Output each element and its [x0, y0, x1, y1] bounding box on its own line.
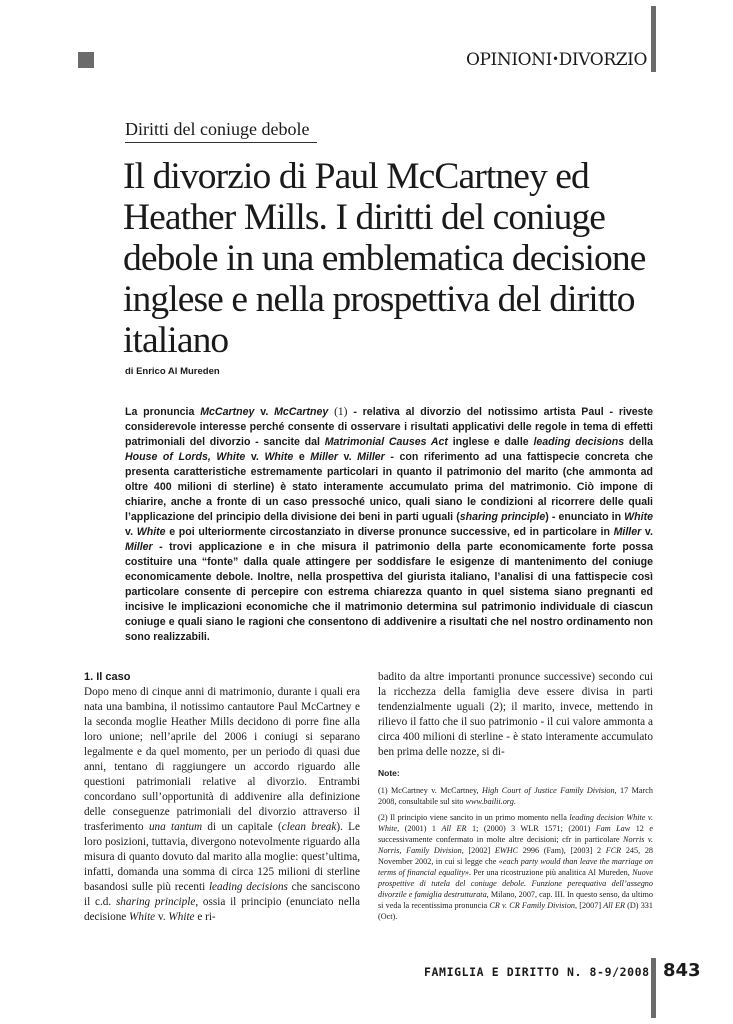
- article-title: Il divorzio di Paul McCartney ed Heather Mills. I diritti del coniuge debole in una emblematica decisione inglese e nella prospettiva del diritto italiano: [123, 156, 646, 361]
- section-header: [466, 50, 647, 70]
- page-number: 843: [663, 960, 701, 981]
- footnote-1: (1) McCartney v. McCartney, High Court of Justice Family Division, 17 March 2008, consultabile sul sito www.bailii.org.: [378, 786, 653, 806]
- article-abstract: La pronuncia McCartney v. McCartney (1) - relativa al divorzio del notissimo artista Paul - riveste considerevole interesse perché consente di osservare i risultati applicativi delle regole in tema di effetti patrimoniali del divorzio - sancite dal Matrimonial Causes Act inglese e dalle leading decisions della House of Lords, White v. White e Miller v. Miller - con riferimento ad una fattispecie concreta che presenta caratteristiche estremamente particolari in quanto il patrimonio del marito (che ammonta ad oltre 400 milioni di sterline) è stato interamente accumulato prima del matrimonio. Ciò impone di chiarire, anche a fronte di un caso pressoché unico, quali siano le condizioni al ricorrere delle quali l’applicazione del principio della divisione dei beni in parti uguali (sharing principle) - enunciato in White v. White e poi ulteriormente circostanziato in diverse pronunce successive, ed in particolare in Miller v. Miller - trovi applicazione e in che misura il patrimonio della parte economicamente forte possa costituire una “fonte” dalla quale attingere per soddisfare le esigenze di mantenimento del coniuge economicamente debole. Inoltre, nella prospettiva del giurista italiano, l’analisi di una fattispecie così particolare consente di percepire con estrema chiarezza quanto in quel sistema siano pregnanti ed incisive le implicazioni economiche che il matrimonio determina sul patrimonio individuale di ciascun coniuge e quali siano le ragioni che consentono di addivenire a risultati che nel nostro ordinamento non sono realizzabili.: [125, 406, 653, 643]
- footer-vertical-rule: [651, 958, 656, 1018]
- header-vertical-rule: [651, 6, 656, 72]
- body-paragraph-continued: badito da altre importanti pronunce successive) secondo cui la ricchezza della famiglia deve essere divisa in parti tendenzialmente uguali (2); il marito, invece, mettendo in rilievo il fatto che il suo patrimonio - il cui valore ammonta a circa 400 milioni di sterline - è stato interamente accumulato ben prima delle nozze, si di-: [378, 671, 653, 758]
- footnote-link[interactable]: www.bailii.org: [465, 797, 514, 806]
- section-label-opinioni: OPINIONI: [465, 50, 552, 70]
- journal-name: FAMIGLIA E DIRITTO N. 8-9/2008: [424, 965, 650, 979]
- section-heading: 1. Il caso: [84, 671, 131, 683]
- body-paragraph: Dopo meno di cinque anni di matrimonio, durante i quali era nata una bambina, il notissimo cantautore Paul McCartney e la seconda moglie Heather Mills decidono di porre fine alla loro unione; nell’aprile del 2006 i coniugi si separano legalmente e da quel momento, per un periodo di quasi due anni, tentano di raggiungere un accordo riguardo alle questioni patrimoniali relative al divorzio. Entrambi concordano sull’opportunità di addivenire alla definizione delle conseguenze patrimoniali del divorzio attraverso il trasferimento una tantum di un capitale (clean break). Le loro posizioni, tuttavia, divergono notevolmente riguardo alla misura di quanto dovuto dal marito alla moglie: quest’ultima, infatti, domanda una somma di circa 125 milioni di sterline basandosi sulle più recenti leading decisions che sanciscono il c.d. sharing principle, ossia il principio (enunciato nella decisione White v. White e ri-: [84, 686, 360, 923]
- notes-heading: Note:: [378, 768, 400, 778]
- body-column-left: [84, 670, 360, 925]
- body-column-right: [378, 670, 653, 760]
- section-label-divorzio: DIVORZIO: [558, 50, 647, 70]
- footnotes: [378, 768, 653, 927]
- footnote-ref-1[interactable]: (1): [334, 406, 348, 418]
- section-marker-square: [78, 52, 94, 68]
- article-author: di Enrico Al Mureden: [125, 366, 220, 377]
- article-kicker: Diritti del coniuge debole: [125, 119, 317, 143]
- footnote-2: (2) Il principio viene sancito in un primo momento nella leading decision White v. White, (2001) 1 All ER 1; (2000) 3 WLR 1571; (2001) Fam Law 12 e successivamente confermato in molte altre decisioni; cfr in particolare Norris v. Norris, Family Division, [2002] EWHC 2996 (Fam), [2003] 2 FCR 245, 28 November 2002, in cui si legge che «each party would than leave the marriage on terms of financial equality». Per una ricostruzione più analitica Al Mureden, Nuove prospettive di tutela del coniuge debole. Funzione perequativa dell’assegno divorzile e famiglia destrutturata, Milano, 2007, cap. III. In questo senso, da ultimo si veda la recentissima pronuncia CR v. CR Family Division, [2007] All ER (D) 331 (Oct).: [378, 813, 654, 921]
- section-separator: •: [551, 52, 559, 66]
